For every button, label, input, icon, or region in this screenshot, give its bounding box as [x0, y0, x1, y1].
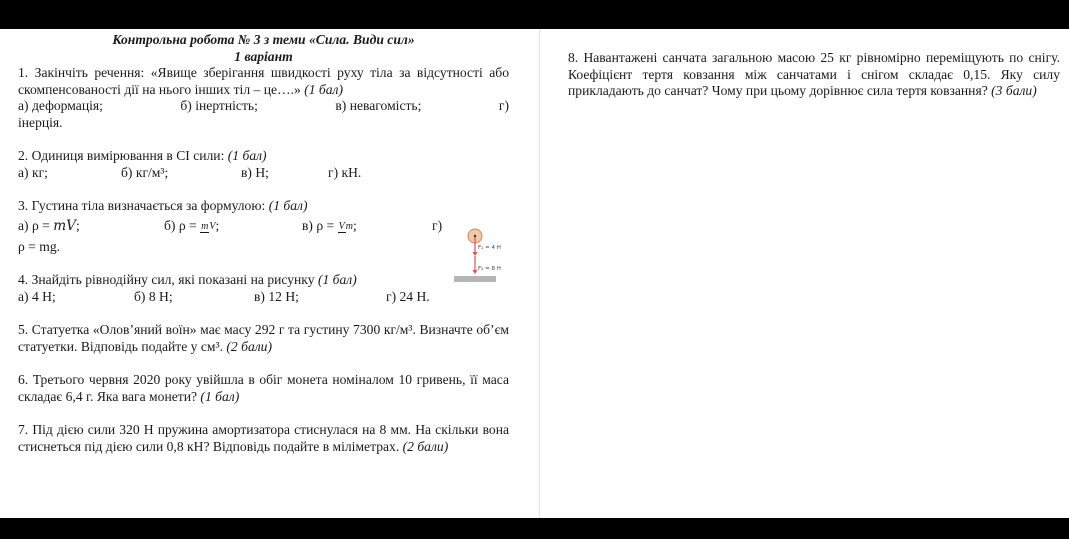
- option-c: в) невагомість;: [335, 98, 422, 113]
- question-points: (1 бал): [304, 81, 344, 97]
- question-points: (2 бали): [402, 438, 449, 454]
- option-b: б) ρ = mV;: [164, 218, 220, 234]
- question-2: [18, 148, 509, 181]
- option-b: б) інертність;: [180, 98, 258, 113]
- question-text: 3. Густина тіла визначається за формулою:: [18, 198, 266, 213]
- option-a: а) деформація;: [18, 98, 103, 113]
- question-text: 4. Знайдіть рівнодійну сил, які показані на рисунку: [18, 272, 315, 287]
- question-points: (1 бал): [268, 198, 308, 213]
- option-d-text: інерція.: [18, 114, 63, 130]
- question-3: [18, 198, 509, 255]
- force-arrow-f1-head: [473, 252, 478, 256]
- force-arrow-f2-head: [473, 270, 478, 274]
- question-points: (1 бал): [200, 388, 240, 404]
- question-points: (1 бал): [317, 272, 357, 287]
- worksheet-page: [0, 29, 1069, 518]
- option-c: в) ρ = Vm;: [302, 218, 357, 234]
- variant-title: 1 варіант: [234, 48, 293, 64]
- option-a: а) 4 Н;: [18, 288, 56, 304]
- force-diagram: [452, 228, 512, 286]
- option-b: б) кг/м³;: [121, 164, 169, 180]
- question-text: 6. Третього червня 2020 року увійшла в обіг монета номіналом 10 гривень, її маса складає 6,4 г. Яка вага монети?: [18, 372, 509, 404]
- question-text: 1. Закінчіть речення: «Явище зберігання швидкості руху тіла за відсутності або скомпенсованості дії на нього інших тіл – це….»: [18, 65, 509, 97]
- question-5: [18, 322, 509, 355]
- column-divider: [539, 29, 540, 518]
- question-4: [18, 272, 509, 305]
- ball-center: [474, 235, 476, 237]
- question-7: [18, 422, 509, 455]
- force-f2-label: F₂ = 8 Н: [478, 266, 501, 272]
- answer-options: [18, 98, 509, 115]
- option-b: б) 8 Н;: [134, 288, 173, 304]
- ground-surface: [454, 276, 496, 282]
- force-f1-label: F₁ = 4 Н: [478, 245, 501, 251]
- question-points: (2 бали): [226, 338, 272, 354]
- option-d: г) кН.: [328, 164, 362, 180]
- question-points: (1 бал): [227, 148, 267, 163]
- option-c: в) 12 Н;: [254, 288, 299, 304]
- option-c: в) Н;: [241, 164, 269, 180]
- question-points: (3 бали): [991, 83, 1037, 98]
- option-a: а) ρ = mV;: [18, 218, 80, 235]
- option-d-text: ρ = mg.: [18, 238, 61, 254]
- question-text: 7. Під дією сили 320 Н пружина амортизатора стиснулася на 8 мм. На скільки вона стиснеться під дією сили 0,8 кН? Відповідь подайте в міліметрах.: [18, 422, 509, 454]
- right-column: [568, 50, 1060, 100]
- question-text: 8. Навантажені санчата загальною масою 25 кг рівномірно переміщують по снігу. Коефіцієнт тертя ковзання між санчатами і снігом складає 0,15. Яку силу прикладають до санчат? Чому при цьому дорівнює сила тертя ковзання?: [568, 50, 1060, 98]
- option-d: г) 24 Н.: [386, 288, 430, 304]
- test-title: Контрольна робота № 3 з теми «Сила. Види сил»: [112, 32, 415, 47]
- question-1: [18, 65, 509, 131]
- left-column: [18, 32, 509, 455]
- answer-options: [18, 289, 509, 306]
- answer-options: [18, 215, 509, 239]
- option-d: г): [432, 218, 443, 234]
- option-a: а) кг;: [18, 164, 48, 180]
- question-text: 5. Статуетка «Олов’яний воїн» має масу 292 г та густину 7300 кг/м³. Визначте об’єм статуетки. Відповідь подайте у см³.: [18, 322, 509, 354]
- option-d: г): [498, 98, 509, 113]
- question-8: [568, 50, 1060, 100]
- answer-options: [18, 165, 509, 182]
- question-text: 2. Одиниця вимірювання в СІ сили:: [18, 148, 225, 163]
- question-6: [18, 372, 509, 405]
